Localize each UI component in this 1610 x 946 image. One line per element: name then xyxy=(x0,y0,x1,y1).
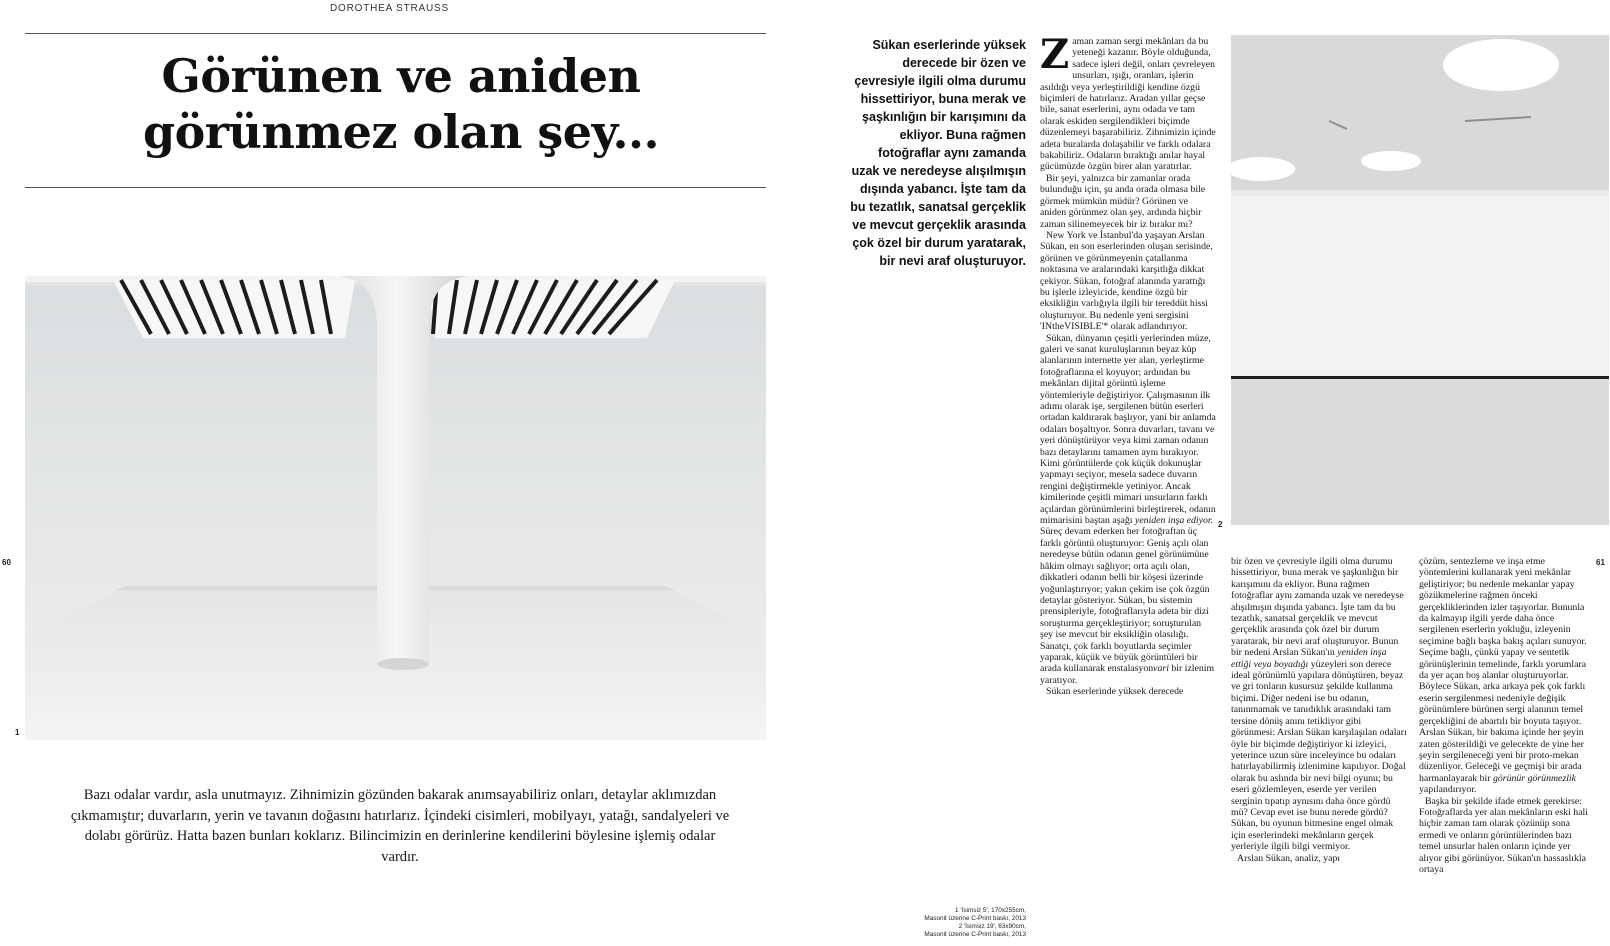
pull-quote: Sükan eserlerinde yüksek derecede bir özen ve çevresiyle ilgili olma durumu hissettiriyor, buna merak ve şaşkınlığın bir karışımını da ekliyor. Buna rağmen fotoğraflar aynı zamanda uzak ve neredeyse alışılmışın dışında yabancı. İşte tam da bu tezatlık, sanatsal gerçeklik ve mevcut gerçeklik arasında çok özel bir durum yaratarak, bir nevi araf oluşturuyor. xyxy=(850,38,1026,268)
author-name: DOROTHEA STRAUSS xyxy=(330,3,449,14)
photo-caption xyxy=(900,907,1026,939)
gallery-photo-1 xyxy=(25,246,766,740)
drop-cap: Z xyxy=(1040,36,1070,78)
col1-paragraph-1: aman zaman sergi mekânları da bu yeteneği kazanır. Böyle olduğunda, sadece işleri değil, onları çevreleyen unsurları, ışığı, oranları, işlerin asıldığı veya yerleştirildiği kendine özgü biçimleri de hatırlarız. Aradan yıllar geçse bile, sanat eserlerini, aynı odada ve tam olarak eskiden sergilendikleri biçimde düzenlemeyi başarabiliriz. Zihnimizin içinde adeta buralarda dolaşabilir ve farklı odalara bakabiliriz. Odaların bıraktığı anılar hayal gücümüzde özgün birer alan yaratırlar. xyxy=(1040,36,1216,173)
title-bottom-rule xyxy=(25,187,766,188)
col1-paragraph-3: New York ve İstanbul'da yaşayan Arslan Sükan, en son eserlerinden oluşan serisinde, görünen ve görünmeyenin çatallanma noktasına ve aralarındaki karşıtlığa dikkat çekiyor. Sükan, fotoğraf alanında yarattığı bu işlerle izleyicide, kendine özgü bir eksikliğin varlığıyla ilgili bir tereddüt hissi oluşturuyor. Bu nedenle yeni sergisini 'INtheVISIBLE'* olarak adlandırıyor. xyxy=(1040,229,1213,333)
title-top-rule xyxy=(25,33,766,34)
title-line-2: görünmez olan şey... xyxy=(142,105,660,159)
page-number-left: 60 xyxy=(2,558,11,567)
gallery-column-illustration xyxy=(25,246,766,740)
body-column-2: bir özen ve çevresiyle ilgili olma durumu hissettiriyor, buna merak ve şaşkınlığın bir karışımını da ekliyor. Buna rağmen fotoğraflar aynı zamanda uzak ve neredeyse alışılmışın dışında yabancı. İşte tam da bu tezatlık, sanatsal gerçeklik ve mevcut gerçeklik arasında çok özel bir durum yaratarak, bir nevi araf oluşturuyor. Bunun bir nedeni Arslan Sükan'ın yeniden inşa ettiği veya boyadığı yüzeyleri son derece ideal görünümlü yapılara dönüştüren, beyaz ve gri tonların kusursuz şekilde kullanma biçimi. Diğer nedeni ise bu odanın, tanınmamak ve tanıdıklık arasındaki tam tersine dönüş anını tetikliyor gibi görünmesi: Arslan Sükan karşılaşılan odaları öyle bir biçimde değiştiriyor ki izleyici, yeterince uzun süre inceleyince bu odaları hatırlayabilirmiş izlenimine kapılıyor. Doğal olarak bu aslında bir nevi bilgi oyunu; bu eseri gözlemleyen, eserde yer verilen serginin tıpatıp aynısını daha önce gördü mü? Cevap evet ise bunu nerede gördü? Sükan, bu oyunun bitmesine engel olmak için eserlerindeki mekânların gerçek yerleriyle ilgili bilgi vermiyor. Arslan Sükan, analiz, yapı xyxy=(1231,556,1407,864)
caption-line-1: 1 'İsimsiz 5', 170x255cm, xyxy=(955,907,1026,914)
body-column-1 xyxy=(1040,36,1216,944)
figure-number-2: 2 xyxy=(1218,520,1223,529)
ceiling-skylights-illustration xyxy=(1231,35,1609,525)
col3-paragraph-2: Başka bir şekilde ifade etmek gerekirse: Fotoğraflarda yer alan mekânların eski hali hiçbir zaman tam olarak çözünüp sona ermedi ve onların görüntülerinden bazı temel unsurlar halen onların içinde yer alıyor gibi görünüyor. Sükan'ın hassaslıkla ortaya xyxy=(1419,795,1588,875)
caption-line-2: Masonit üzerine C-Print baskı, 2013 xyxy=(924,915,1026,922)
caption-line-3: 2 'İsimsiz 19', 63x90cm, xyxy=(958,923,1026,930)
figure-number-1: 1 xyxy=(15,728,20,737)
intro-paragraph: Bazı odalar vardır, asla unutmayız. Zihnimizin gözünden bakarak anımsayabiliriz onları, detaylar aklımızdan çıkmamıştır; duvarların, yerin ve tavanın doğasını hatırlarız. İçindeki cisimleri, mobilyayı, yatağı, sandalyeleri ve dolabı görürüz. Hatta bazen bunları koklarız. Bilincimizin en derinlerine kendilerini böylesine işlemiş odalar vardır. xyxy=(70,787,730,865)
col1-paragraph-5: Sükan eserlerinde yüksek derecede xyxy=(1046,686,1184,698)
article-title xyxy=(25,48,777,160)
gallery-photo-2 xyxy=(1231,35,1609,525)
title-line-1: Görünen ve aniden xyxy=(161,49,641,103)
body-column-3: çözüm, sentezleme ve inşa etme yöntemlerini kullanarak yeni mekânlar geliştiriyor; bu nedenle mekanlar yapay gözükmelerine rağmen önceki gerçekliklerinden izler taşıyorlar. Bununla da kalmayıp ilgili yerde daha önce sergilenen eserlerin yokluğu, izleyenin seçimine bağlı başka bakış açıları sunuyor. Seçime bağlı, çünkü yapay ve sentetik görünüşlerinin temelinde, farklı yorumlara da yer açan boş alanlar oluşturuyorlar. Böylece Sükan, arka arkaya pek çok farklı eserin sergilenmesi nedeniyle değişik görünümlere bürünen sergi alanının temel gerçekliğini de abartılı bir boyuta taşıyor. Arslan Sükan, bir bakıma içinde her şeyin zaten gösterildiği ve gelecekte de yine her şeyin sergileneceği yeni bir proto-mekan düzenliyor. Geleceği ve geçmişi bir arada harmanlayarak bir görünür görünmezlik yapılandırıyor. Başka bir şekilde ifade etmek gerekirse: Fotoğraflarda yer alan mekânların eski hali hiçbir zaman tam olarak çözünüp sona ermedi ve onların görüntülerinden bazı temel unsurlar halen onların içinde yer alıyor gibi görünüyor. Sükan'ın hassaslıkla ortaya xyxy=(1419,556,1595,944)
col1-paragraph-2: Bir şeyi, yalnızca bir zamanlar orada bulunduğu için, şu anda orada olmasa bile görmek mümkün müdür? Görünen ve aniden görünmez olan şey, ardında hiçbir zaman silinemeyecek bir iz bırakır mı? xyxy=(1040,172,1206,230)
caption-line-4: Masonit üzerine C-Print baskı, 2013 xyxy=(924,931,1026,938)
col2-paragraph-2: Arslan Sükan, analiz, yapı xyxy=(1237,852,1341,864)
col1-paragraph-4: Sükan, dünyanın çeşitli yerlerinden müze, galeri ve sanat kuruluşlarının beyaz küp alanlarının internette yer alan, yerleştirme fotoğraflarına el koyuyor; ardından bu mekânları dijital görüntü işleme yöntemleriyle değiştiriyor. Çalışmasının ilk adımı olarak işe, sergilenen bütün eserleri ortadan kaldırarak başlıyor, yani bir anlamda odaları boşaltıyor. Sonra duvarları, tavanı ve yeri dönüştürüyor veya kimi zaman odanın bazı detaylarını tamamen aynı bırakıyor. Kimi görüntülerde çok küçük dokunuşlar yapmayı seçiyor, mesela sadece duvarın rengini değiştirmekle yetiniyor. Ancak kimilerinde çeşitli mimari unsurların farklı açılardan görünümlerini birleştirerek, odanın mimarisini baştan aşağı yeniden inşa ediyor. Süreç devam ederken her fotoğraftan üç farklı görüntü oluşturuyor: Geniş açılı olan neredeyse bütün odanın genel görünümüne hâkim olmayı sağlıyor; orta açılı olan, dikkatleri odanın belli bir köşesi üzerinde yoğunlaştırıyor; yakın çekim ise çok özgün detaylar gösteriyor. Sükan, bu sistemin prensipleriyle, fotoğraflarıyla adeta bir dizi soruşturma gerçekleştiriyor; soruşturulan şey ise mevcut bir eksikliğin olasılığı. Sanatçı, çok farklı boyutlarda seçimler yaparak, küçük ve büyük görüntüleri bir arada kullanarak enstalasyonvari bir izlenim yaratıyor. xyxy=(1040,332,1216,686)
page-number-right: 61 xyxy=(1596,558,1605,567)
